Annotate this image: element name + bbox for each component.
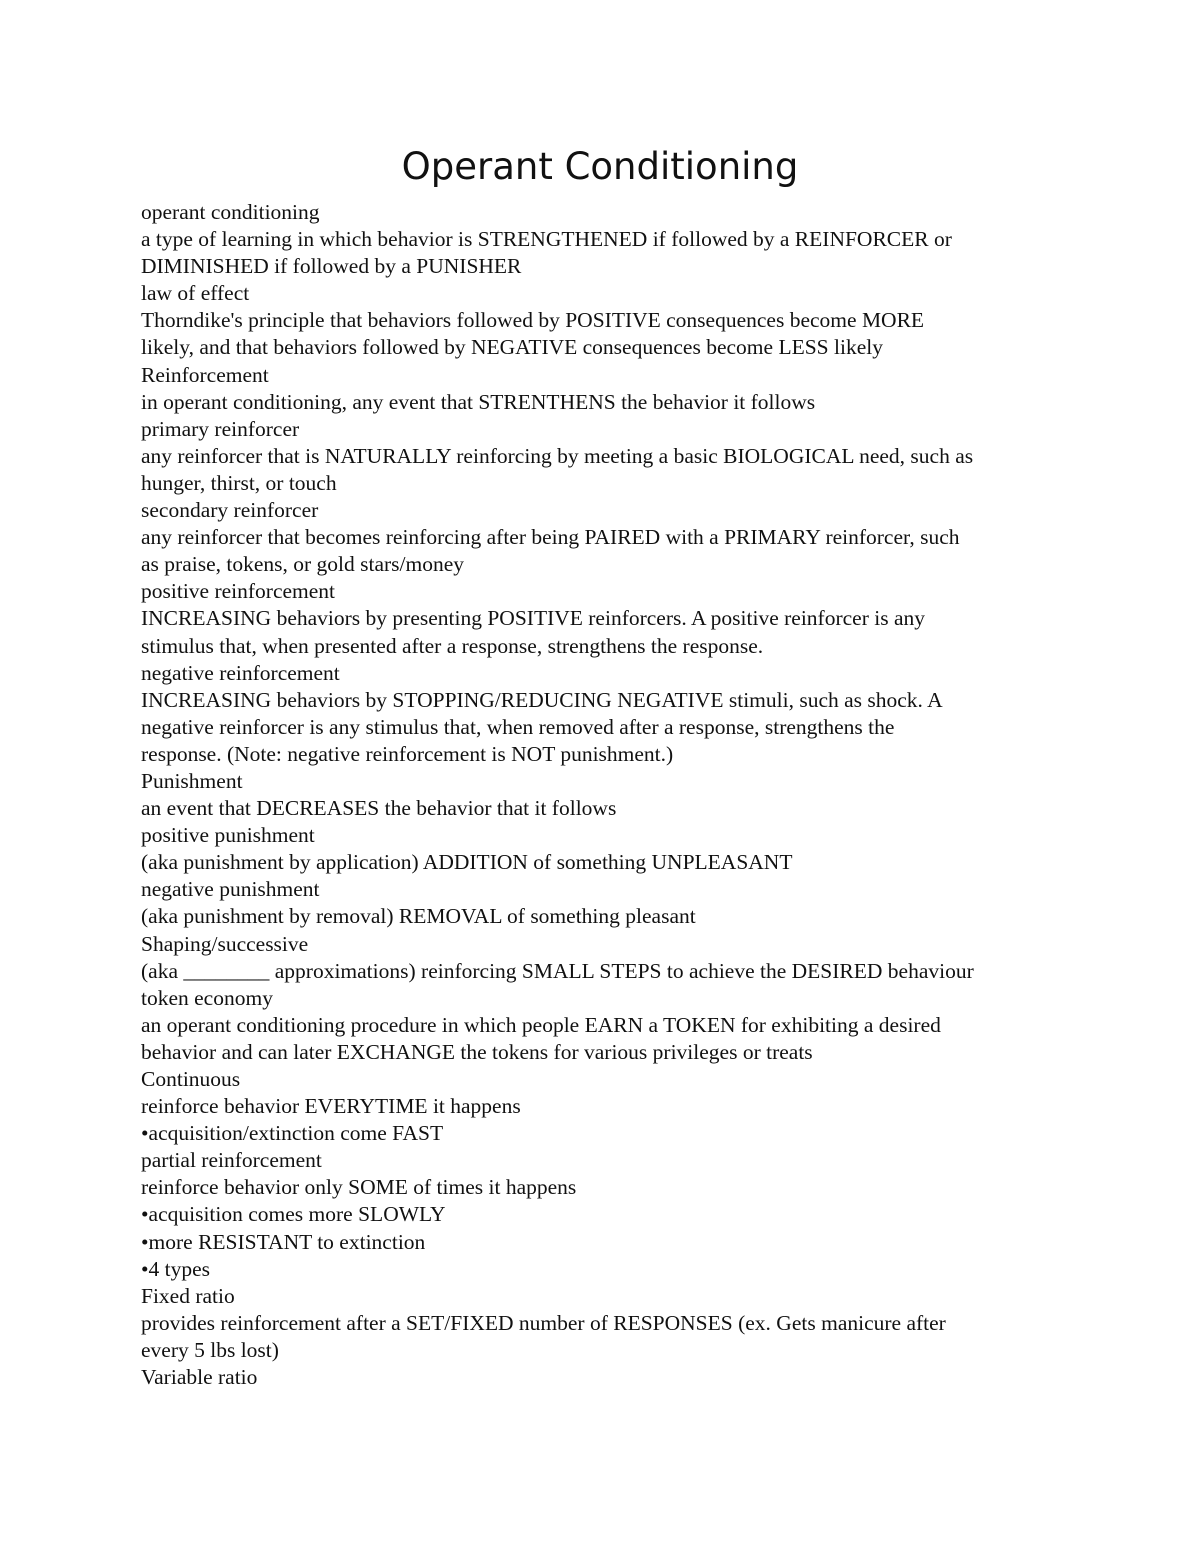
text-line: response. (Note: negative reinforcement is NOT punishment.) xyxy=(141,741,674,766)
text-line: reinforce behavior only SOME of times it happens xyxy=(141,1175,577,1200)
text-line: secondary reinforcer xyxy=(141,498,319,523)
text-line: every 5 lbs lost) xyxy=(141,1337,279,1362)
text-line: an operant conditioning procedure in which people EARN a TOKEN for exhibiting a desired xyxy=(141,1012,941,1037)
text-line: Thorndike's principle that behaviors followed by POSITIVE consequences become MORE xyxy=(141,308,925,333)
text-line: DIMINISHED if followed by a PUNISHER xyxy=(141,254,522,279)
text-line: as praise, tokens, or gold stars/money xyxy=(141,552,465,577)
text-line: Continuous xyxy=(141,1067,241,1091)
text-line: •acquisition/extinction come FAST xyxy=(141,1121,444,1146)
text-line: negative reinforcement xyxy=(141,660,340,685)
text-line: •4 types xyxy=(141,1256,211,1281)
text-line: token economy xyxy=(141,985,273,1010)
text-line: an event that DECREASES the behavior that it follows xyxy=(141,796,617,821)
text-line: provides reinforcement after a SET/FIXED number of RESPONSES (ex. Gets manicure after xyxy=(141,1310,946,1335)
text-line: (aka punishment by application) ADDITION of something UNPLEASANT xyxy=(141,850,793,875)
text-line: negative reinforcer is any stimulus that, when removed after a response, strengthens the xyxy=(141,714,895,739)
text-line: stimulus that, when presented after a response, strengthens the response. xyxy=(141,633,764,658)
text-line: likely, and that behaviors followed by NEGATIVE consequences become LESS likely xyxy=(141,335,883,360)
text-line: positive punishment xyxy=(141,823,315,848)
text-line: behavior and can later EXCHANGE the tokens for various privileges or treats xyxy=(141,1039,813,1064)
text-line: Variable ratio xyxy=(141,1365,258,1390)
text-line: •acquisition comes more SLOWLY xyxy=(141,1202,446,1227)
text-line: operant conditioning xyxy=(141,200,320,224)
text-line: Punishment xyxy=(141,768,243,793)
text-line: reinforce behavior EVERYTIME it happens xyxy=(141,1094,521,1119)
text-line: •more RESISTANT to extinction xyxy=(141,1229,426,1254)
text-line: positive reinforcement xyxy=(141,579,336,604)
text-line: Reinforcement xyxy=(141,362,269,387)
text-line: primary reinforcer xyxy=(141,416,300,441)
text-line: any reinforcer that is NATURALLY reinforcing by meeting a basic BIOLOGICAL need, such as xyxy=(141,443,974,468)
text-line: negative punishment xyxy=(141,877,320,902)
text-line: Fixed ratio xyxy=(141,1283,235,1308)
text-line: Shaping/successive xyxy=(141,931,309,956)
text-line: a type of learning in which behavior is STRENGTHENED if followed by a REINFORCER or xyxy=(141,227,952,252)
document-body xyxy=(141,199,1071,1391)
text-line: INCREASING behaviors by STOPPING/REDUCING NEGATIVE stimuli, such as shock. A xyxy=(141,687,943,712)
text-line: (aka punishment by removal) REMOVAL of something pleasant xyxy=(141,904,696,929)
text-line: law of effect xyxy=(141,281,250,306)
text-line: in operant conditioning, any event that STRENTHENS the behavior it follows xyxy=(141,389,816,414)
text-line: INCREASING behaviors by presenting POSITIVE reinforcers. A positive reinforcer is any xyxy=(141,606,925,631)
text-line: (aka ________ approximations) reinforcing SMALL STEPS to achieve the DESIRED behaviour xyxy=(141,958,974,983)
document-title: Operant Conditioning xyxy=(401,145,799,188)
text-line: partial reinforcement xyxy=(141,1148,322,1173)
text-line: any reinforcer that becomes reinforcing after being PAIRED with a PRIMARY reinforcer, such xyxy=(141,525,960,550)
text-line: hunger, thirst, or touch xyxy=(141,470,337,495)
